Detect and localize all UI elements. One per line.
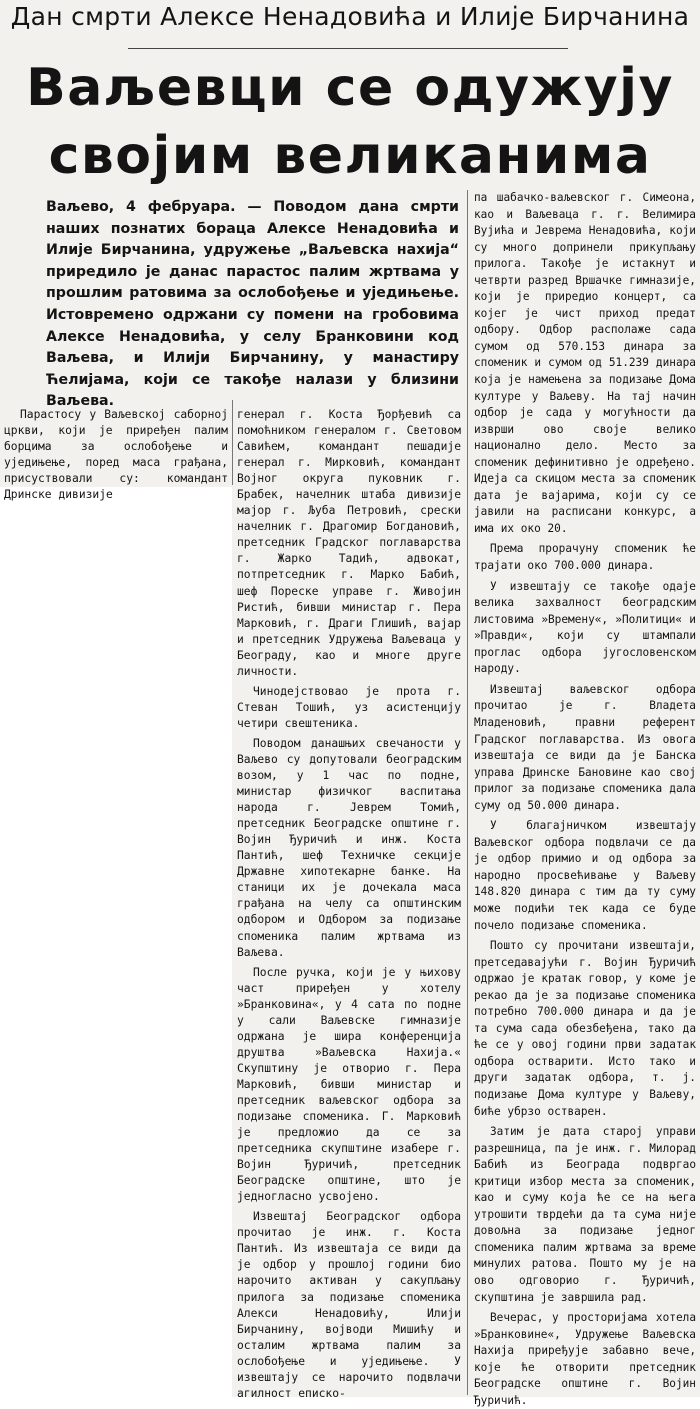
- article-kicker: Дан смрти Алексе Ненадовића и Илије Бирчанина: [10, 2, 690, 31]
- headline-line-2: својим великанима: [48, 126, 652, 186]
- blank-margin: [0, 487, 232, 1397]
- paragraph: У извештају се такође одаје велика захвалност београдским листовима »Времену«, »Политици« и »Правди«, који су штампали проглас одбора југословенском народу.: [474, 579, 696, 676]
- paragraph: Извештај Београдског одбора прочитао је инж. г. Коста Пантић. Из извештаја се види да је одбор у прошлој години био нарочито активан у сакупљању прилога за подизање споменика Алекси Ненадовићу, Илији Бирчанину, војводи Мишићу и осталим жртвама палим за ослобођење и уједињење. У извештају се нарочито подвлачи агилност еписко-: [237, 1210, 461, 1400]
- paragraph: Према прорачуну споменик ће трајати око 700.000 динара.: [474, 542, 696, 573]
- column-divider: [232, 400, 233, 485]
- paragraph: Чинодејствовао је прота г. Стеван Тошић, уз асистенцију четири свештеника.: [237, 684, 461, 730]
- column-divider: [467, 190, 468, 1395]
- paragraph: генерал г. Коста Ђорђевић са помоћником генералом г. Световом Савићем, командант пешадије генерал г. Мирковић, командант Војног округа пуковник г. Брабек, начелник штаба дивизије мајор г. Љуба Петровић, срески начелник г. Драгомир Богдановић, претседник Градског поглаварства г. Жарко Тадић, адвокат, потпретседник г. Марко Бабић, шеф Пореске управе г. Живојин Ристић, бивши министар г. Пера Марковић, г. Драги Глишић, вајар и претседник Удружења Ваљеваца у Београду, као и многе друге личности.: [237, 408, 461, 678]
- paragraph: После ручка, који је у њихову част приређен у хотелу »Бранковина«, у 4 сата по подне у сали Ваљевске гимназије одржана је шира конференција друштва »Ваљевска Нахија.« Скупштину је отворио г. Пера Марковић, бивши министар и претседник ваљевског одбора за подизање споменика. Г. Марковић је предложио да се за претседника скупштине изабере г. Војин Ђуричић, претседник Београдске општине, што је једногласно усвојено.: [237, 965, 461, 1204]
- kicker-rule: [128, 48, 568, 49]
- paragraph: У благајничком извештају Ваљевског одбора подвлачи се да је одбор примио и од одбора за народно просвећивање у Ваљеву 148.820 динара с тим да ту суму може подићи тек када се буде почело подизање споменика.: [474, 819, 696, 932]
- paragraph: Затим је дата старој управи разрешница, па је инж. г. Милорад Бабић из Београда подвргао критици избор места за споменик, као и суму која ће се на њега утрошити тврдећи да та сума није довољна за подизање једног споменика палим жртвама за време минулих ратова. Пошто му је на ово одговорио г. Ђуричић, скупштина је завршила рад.: [474, 1125, 696, 1304]
- paragraph: Парастосу у Ваљевској саборној цркви, који је приређен палим борцима за ослобођење и уједињење, поред маса грађана, присуствовали су: командант Дринске дивизије: [4, 408, 228, 502]
- text-column-3: [474, 190, 696, 1409]
- lead-paragraph: Ваљево, 4 фебруара. — Поводом дана смрти наших познатих бораца Алексе Ненадовића и Илије Бирчанина, удружење „Ваљевска нахија“ приредило је данас парастос палим жртвама у прошлим ратовима за ослобођење и уједињење. Истовремено одржани су помени на гробовима Алексе Ненадовића, у селу Бранковини код Ваљева, и Илији Бирчанину, у манастиру Ћелијама, који се такође налази у близини Ваљева.: [46, 199, 459, 410]
- paragraph: Пошто су прочитани извештаји, претседавајући г. Војин Ђуричић одржао је кратак говор, у коме је рекао да је за подизање споменика потребно 700.000 динара и да је та сума сада обезбеђена, тако да ће се у овој години први задатак одбора остварити. Исто тако и други задатак одбора, т. ј. подизање Дома културе у Ваљеву, биће убрзо остварен.: [474, 939, 696, 1118]
- text-column-1: [4, 407, 228, 503]
- text-column-2: [237, 407, 461, 1402]
- paragraph: Извештај ваљевског одбора прочитао је г. Владета Младеновић, правни референт Градског поглаварства. Из овога извештаја се види да је Банска управа Дринске Бановине као свој прилог за подизање споменика дала суму од 50.000 динара.: [474, 682, 696, 812]
- paragraph: па шабачко-ваљевског г. Симеона, као и Ваљеваца г. г. Велимира Вујића и Јеврема Ненадовића, који су много допринели прикупљању прилога. Такође је истакнут и четврти разред Вршачке гимназије, који је приредио концерт, са којег је чист приход предат одбору. Одбор располаже сада сумом од 570.153 динара за споменик и сумом од 51.239 динара која је намењена за подизање Дома културе у Ваљеву. На тај начин одбор је сада у могућности да изврши ово своје велико национално дело. Место за споменик дефинитивно је одређено. Идеја са скицом места за споменик дата је вајарима, који су се јавили на расписани конкурс, а има их око 20.: [474, 191, 696, 535]
- paragraph: Поводом данашњих свечаности у Ваљево су допутовали београдским возом, у 1 час по подне, министар физичког васпитања народа г. Јеврем Томић, претседник Београдске општине г. Војин Ђуричић и инж. Коста Пантић, шеф Техничке секције Државне хипотекарне банке. На станици их је дочекала маса грађана на челу са општинским одбором и Одбором за подизање споменика палим жртвама из Ваљева.: [237, 736, 461, 959]
- paragraph: Вечерас, у просторијама хотела »Бранковине«, Удружење Ваљевска Нахија приређује забавно вече, које ће отворити претседник Београдске општине г. Војин Ђуричић.: [474, 1311, 696, 1407]
- headline-line-1: Ваљевци се одужују: [26, 58, 674, 118]
